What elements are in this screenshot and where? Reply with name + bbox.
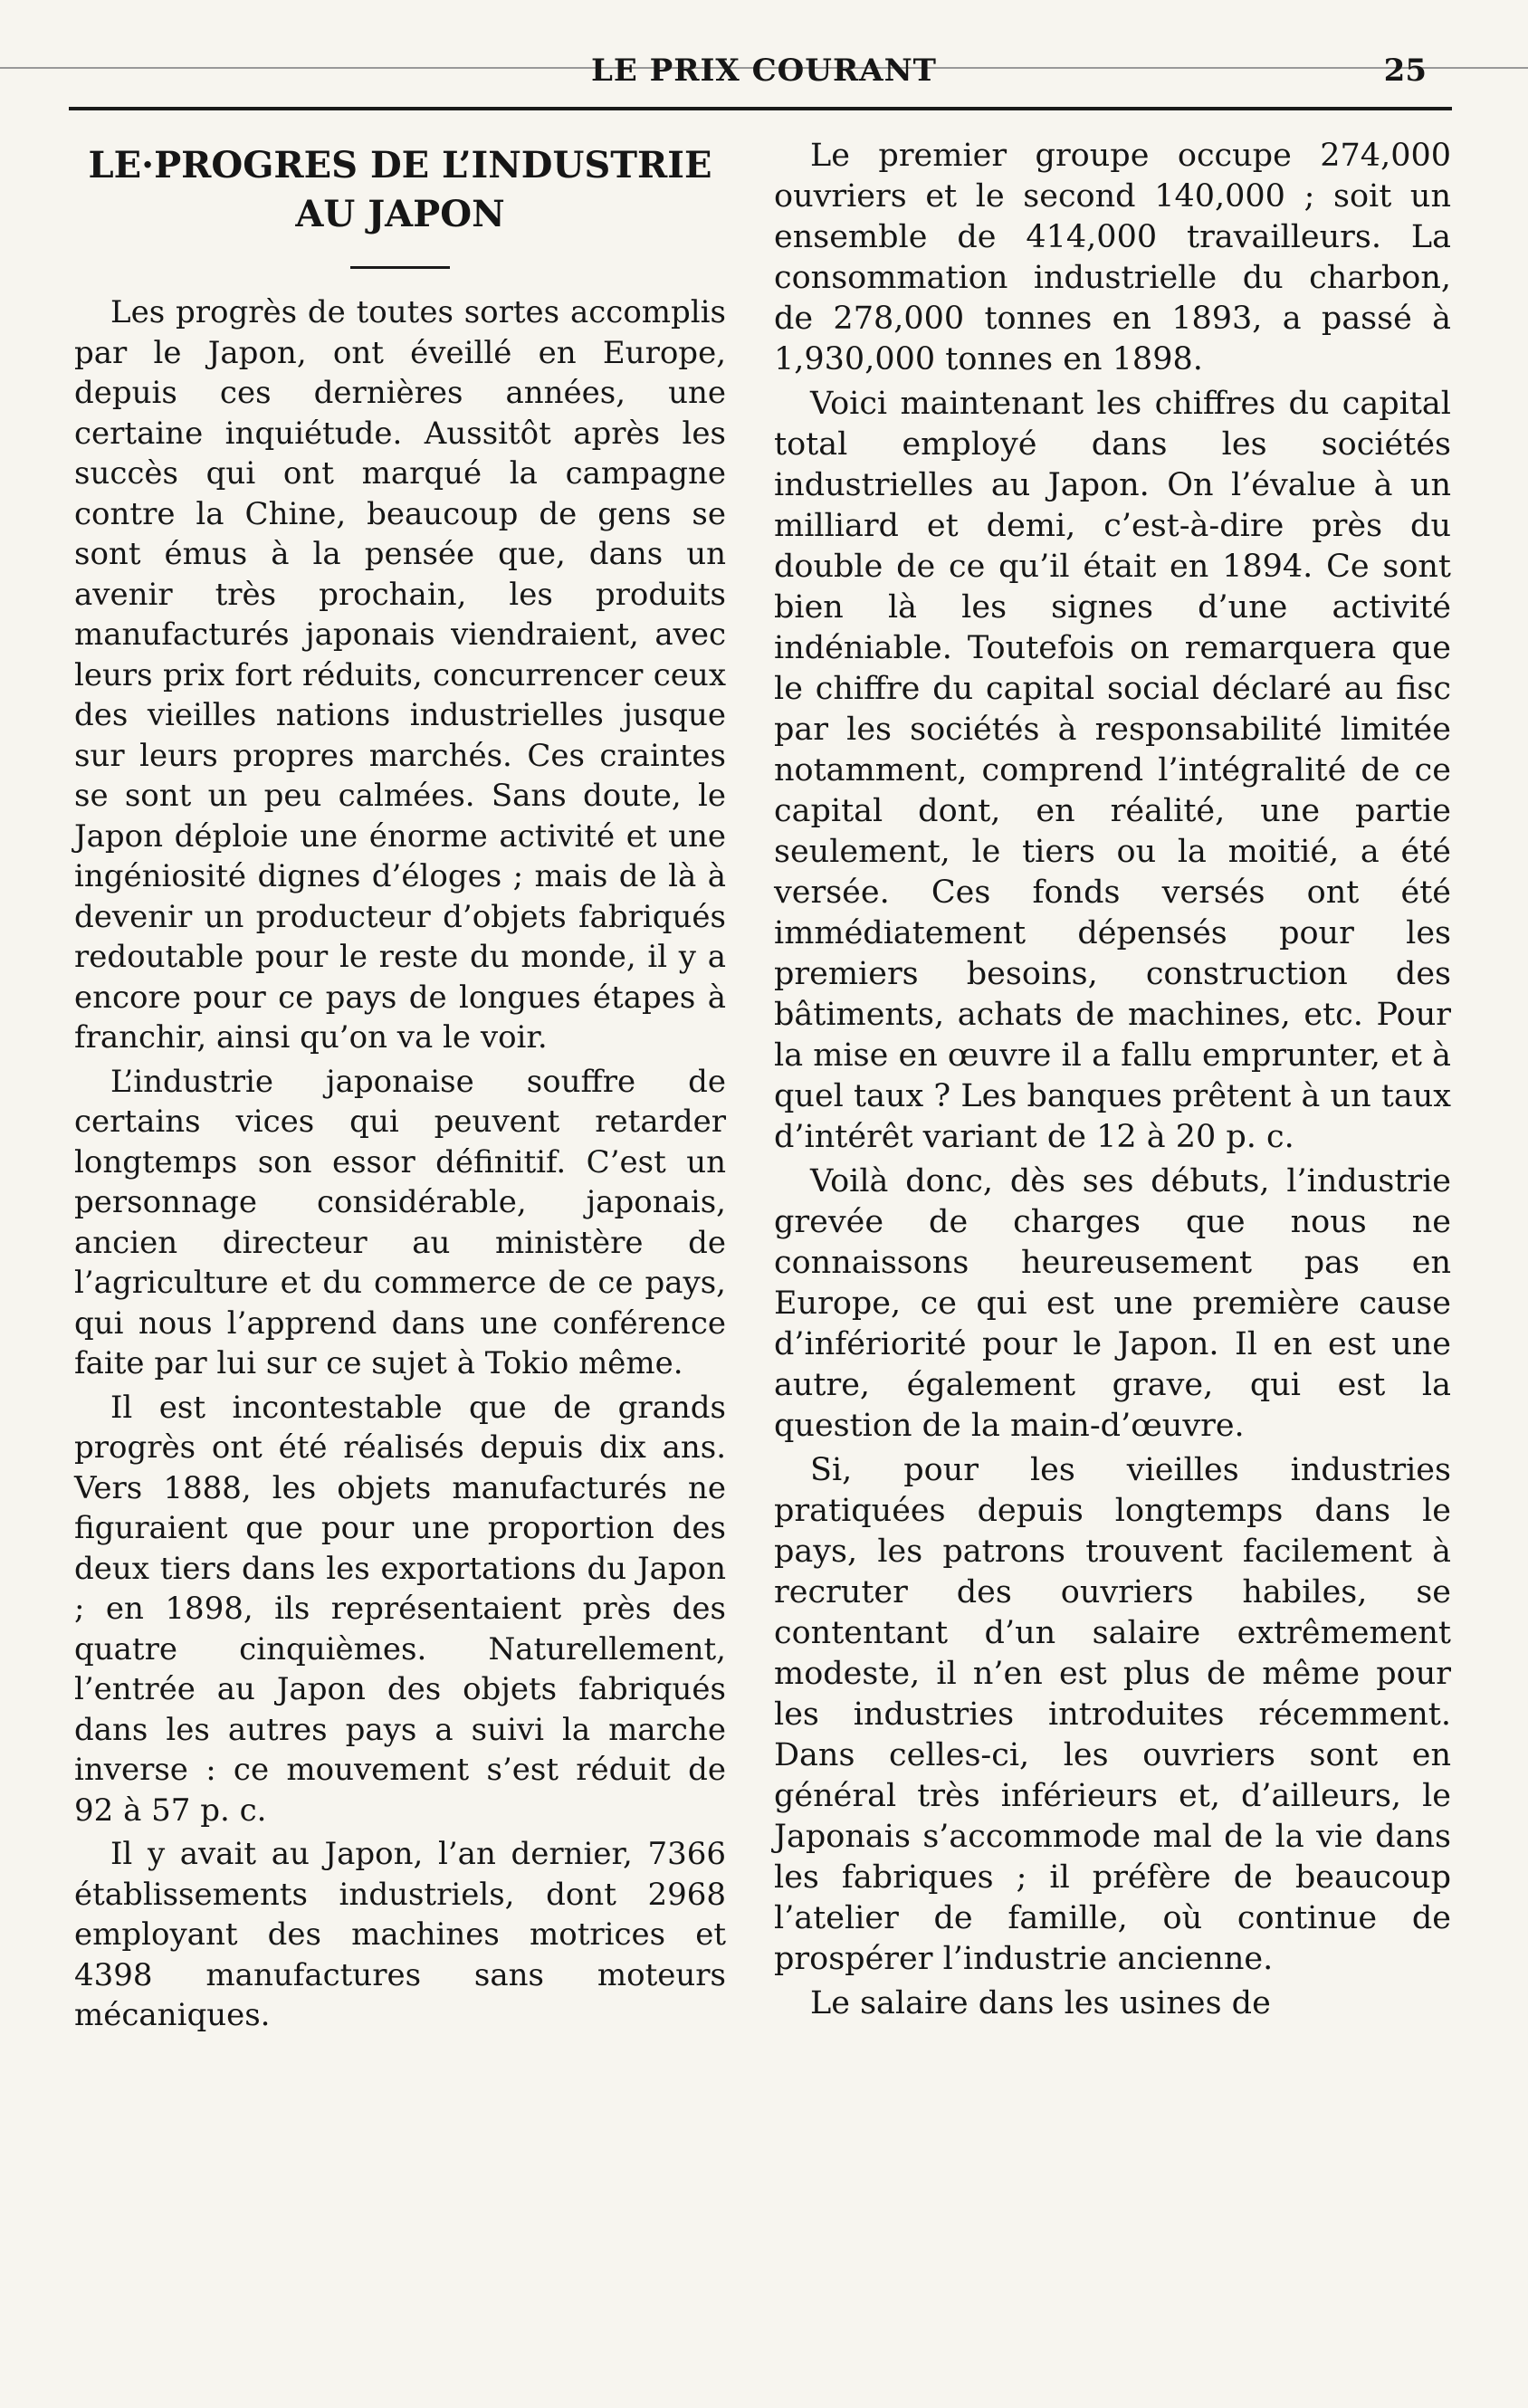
- paragraph: Les progrès de toutes sortes accomplis par le Japon, ont éveillé en Europe, depuis ces dernières années, une certaine inquiétude. Aussitôt après les succès qui ont marqué la campagne contre la Chine, beaucoup de gens se sont émus à la pensée que, dans un avenir très prochain, les produits manufacturés japonais viendraient, avec leurs prix fort réduits, concurrencer ceux des vieilles nations industrielles jusque sur leurs propres marchés. Ces craintes se sont un peu calmées. Sans doute, le Japon déploie une énorme activité et une ingéniosité dignes d’éloges ; mais de là à devenir un producteur d’objets fabriqués redoutable pour le reste du monde, il y a encore pour ce pays de longues étapes à franchir, ainsi qu’on va le voir.: [74, 294, 726, 1056]
- paragraph: Il est incontestable que de grands progrès ont été réalisés depuis dix ans. Vers 1888, les objets manufacturés ne figuraient que pour une proportion des deux tiers dans les exportations du Japon ; en 1898, ils représentaient près des quatre cinquièmes. Naturellement, l’entrée au Japon des objets fabriqués dans les autres pays a suivi la marche inverse : ce mouvement s’est réduit de 92 à 57 p. c.: [74, 1389, 726, 1829]
- article-title: [74, 141, 726, 239]
- left-column: [74, 136, 726, 2040]
- paragraph: Voilà donc, dès ses débuts, l’industrie grevée de charges que nous ne connaissons heureusement pas en Europe, ce qui est une première cause d’infériorité pour le Japon. Il en est une autre, également grave, qui est la question de la main-d’œuvre.: [774, 1163, 1451, 1444]
- article-title-line-2: AU JAPON: [295, 193, 505, 235]
- paragraph: Le premier groupe occupe 274,000 ouvriers et le second 140,000 ; soit un ensemble de 414,000 travailleurs. La consommation industrielle du charbon, de 278,000 tonnes en 1893, a passé à 1,930,000 tonnes en 1898.: [774, 138, 1451, 377]
- right-column: [774, 136, 1451, 2028]
- running-title: LE PRIX COURANT: [591, 53, 937, 89]
- paragraph: L’industrie japonaise souffre de certains vices qui peuvent retarder longtemps son essor définitif. C’est un personnage considérable, japonais, ancien directeur au ministère de l’agriculture et du commerce de ce pays, qui nous l’apprend dans une conférence faite par lui sur ce sujet à Tokio même.: [74, 1063, 726, 1381]
- title-separator-rule: [350, 266, 450, 269]
- article-title-line-1: LE·PROGRES DE L’INDUSTRIE: [88, 144, 712, 186]
- paragraph: Si, pour les vieilles industries pratiquées depuis longtemps dans le pays, les patrons trouvent facilement à recruter des ouvriers habiles, se contentant d’un salaire extrêmement modeste, il n’en est plus de même pour les industries introduites récemment. Dans celles-ci, les ouvriers sont en général très inférieurs et, d’ailleurs, le Japonais s’accommode mal de la vie dans les fabriques ; il préfère de beaucoup l’atelier de famille, où continue de prospérer l’industrie ancienne.: [774, 1452, 1451, 1977]
- header-rule: [69, 107, 1452, 110]
- paragraph: Voici maintenant les chiffres du capital total employé dans les sociétés industrielles au Japon. On l’évalue à un milliard et demi, c’est-à-dire près du double de ce qu’il était en 1894. Ce sont bien là les signes d’une activité indéniable. Toutefois on remarquera que le chiffre du capital social déclaré au fisc par les sociétés à responsabilité limitée notamment, comprend l’intégralité de ce capital dont, en réalité, une partie seulement, le tiers ou la moitié, a été versée. Ces fonds versés ont été immédiatement dépensés pour les premiers besoins, construction des bâtiments, achats de machines, etc. Pour la mise en œuvre il a fallu emprunter, et à quel taux ? Les banques prêtent à un taux d’intérêt variant de 12 à 20 p. c.: [774, 386, 1451, 1155]
- paragraph: Le salaire dans les usines de: [810, 1985, 1271, 2021]
- page-number: 25: [1383, 53, 1427, 89]
- paragraph: Il y avait au Japon, l’an dernier, 7366 établissements industriels, dont 2968 employant des machines motrices et 4398 manufactures sans moteurs mécaniques.: [74, 1836, 726, 2033]
